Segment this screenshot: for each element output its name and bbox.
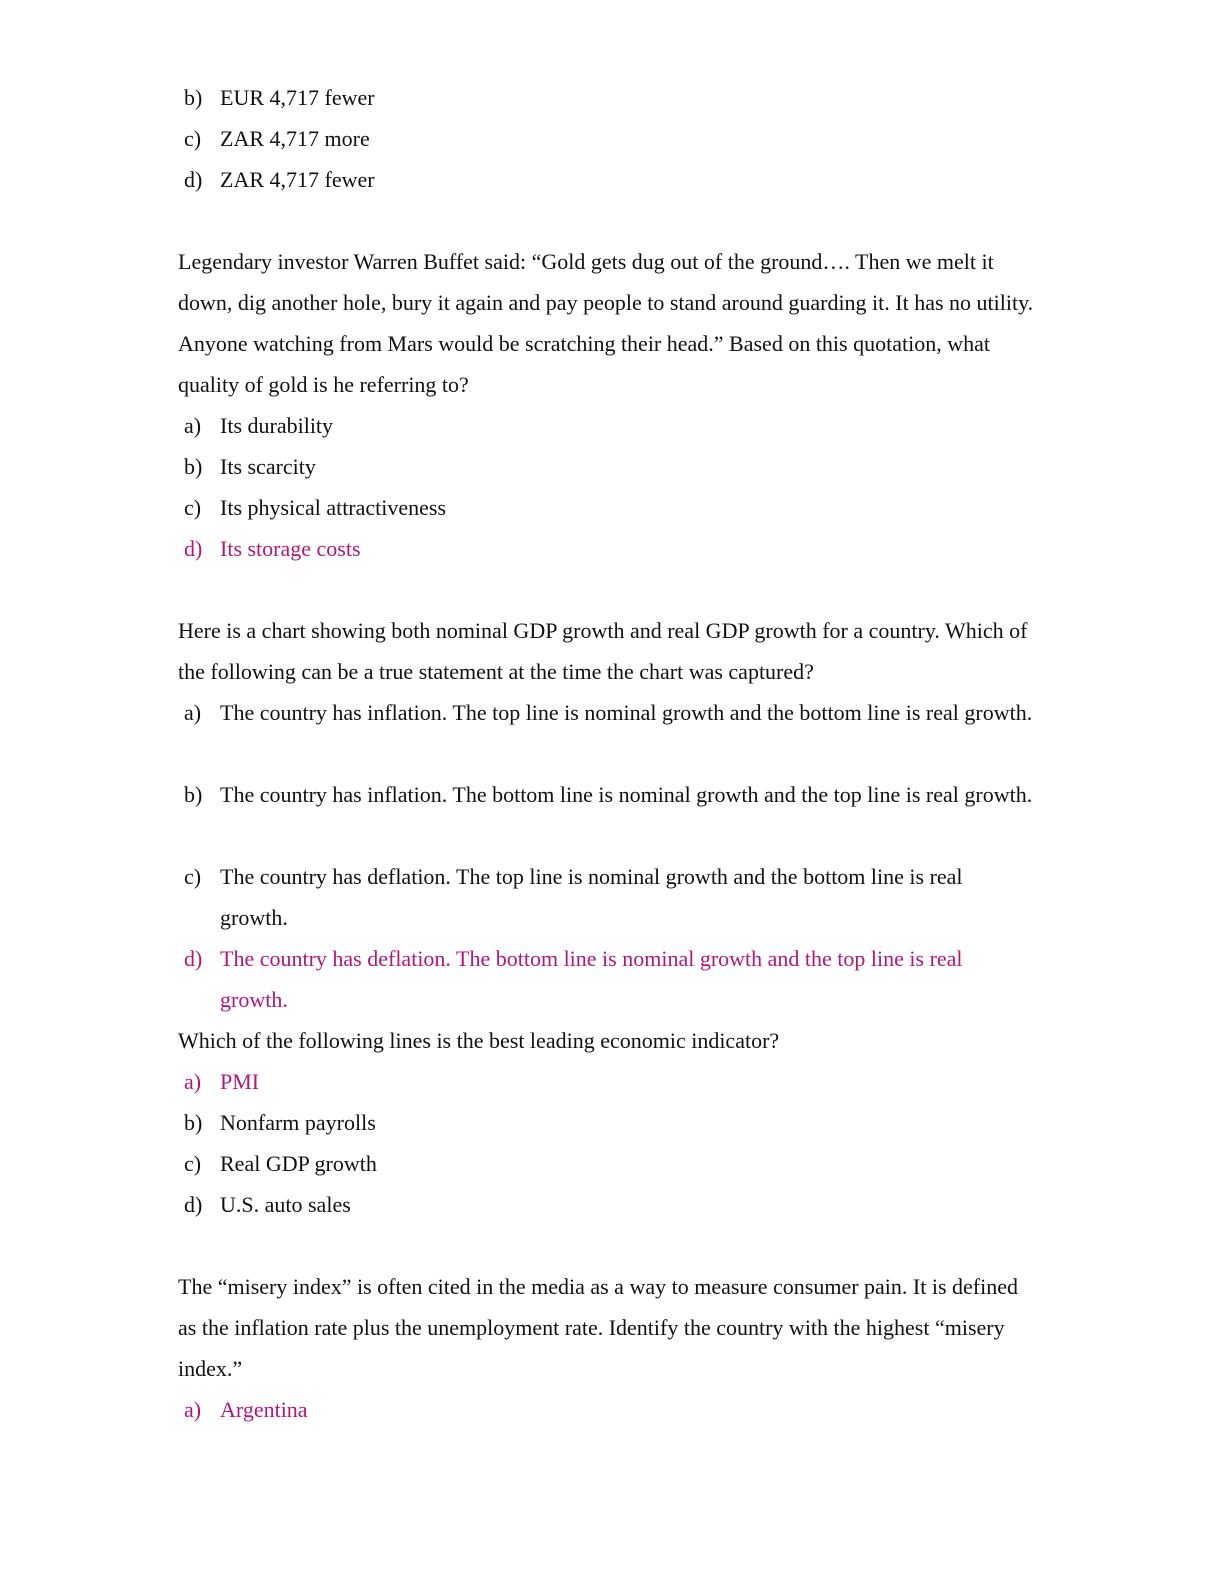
option-label: d)	[184, 1192, 203, 1217]
option-label: a)	[184, 1397, 202, 1422]
gdp-option-b	[184, 774, 1034, 815]
option-text: Nonfarm payrolls	[220, 1110, 376, 1135]
option-label: a)	[184, 1069, 202, 1094]
gdp-option-a	[184, 692, 1034, 733]
prev-option-d	[184, 159, 1034, 200]
option-text: Its storage costs	[220, 536, 361, 561]
leading-option-b	[184, 1102, 1034, 1143]
option-text: ZAR 4,717 fewer	[220, 167, 375, 192]
option-text: The country has deflation. The bottom line is nominal growth and the top line is real growth.	[220, 946, 963, 1012]
option-label: b)	[184, 1110, 203, 1135]
leading-option-c	[184, 1143, 1034, 1184]
leading-option-a-correct	[184, 1061, 1034, 1102]
option-text: Its physical attractiveness	[220, 495, 447, 520]
option-label: b)	[184, 782, 203, 807]
option-text: Its scarcity	[220, 454, 316, 479]
option-label: c)	[184, 126, 202, 151]
option-label: c)	[184, 864, 202, 889]
prev-option-c	[184, 118, 1034, 159]
option-text: The country has inflation. The bottom line is nominal growth and the top line is real growth.	[220, 782, 1033, 807]
gold-option-d-correct	[184, 528, 1034, 569]
option-label: d)	[184, 946, 203, 971]
misery-option-a-correct	[184, 1389, 1034, 1430]
option-label: d)	[184, 536, 203, 561]
gold-option-a	[184, 405, 1034, 446]
option-text: U.S. auto sales	[220, 1192, 351, 1217]
prev-option-b	[184, 77, 1034, 118]
gdp-option-d-correct	[184, 938, 1034, 1020]
gold-question-stem: Legendary investor Warren Buffet said: “Gold gets dug out of the ground…. Then we melt it down, dig another hole, bury it again and pay people to stand around guarding it. It has no utility. Anyone watching from Mars would be scratching their head.” Based on this quotation, what quality of gold is he referring to?	[178, 249, 1034, 397]
option-label: b)	[184, 454, 203, 479]
option-text: ZAR 4,717 more	[220, 126, 370, 151]
option-label: d)	[184, 167, 203, 192]
option-text: PMI	[220, 1069, 260, 1094]
gold-option-c	[184, 487, 1034, 528]
gdp-question-stem: Here is a chart showing both nominal GDP growth and real GDP growth for a country. Which of the following can be a true statement at the time the chart was captured?	[178, 618, 1028, 684]
leading-question-stem: Which of the following lines is the best leading economic indicator?	[178, 1028, 780, 1053]
option-label: a)	[184, 413, 202, 438]
option-label: c)	[184, 495, 202, 520]
option-text: Its durability	[220, 413, 334, 438]
option-text: The country has inflation. The top line is nominal growth and the bottom line is real growth.	[220, 700, 1033, 725]
option-label: b)	[184, 85, 203, 110]
option-text: Real GDP growth	[220, 1151, 377, 1176]
leading-option-d	[184, 1184, 1034, 1225]
option-text: EUR 4,717 fewer	[220, 85, 375, 110]
misery-question-stem: The “misery index” is often cited in the media as a way to measure consumer pain. It is defined as the inflation rate plus the unemployment rate. Identify the country with the highest “misery index.”	[178, 1274, 1018, 1381]
gold-option-b	[184, 446, 1034, 487]
option-text: Argentina	[220, 1397, 308, 1422]
option-text: The country has deflation. The top line is nominal growth and the bottom line is real growth.	[220, 864, 963, 930]
option-label: a)	[184, 700, 202, 725]
gdp-option-c	[184, 856, 1034, 938]
option-label: c)	[184, 1151, 202, 1176]
